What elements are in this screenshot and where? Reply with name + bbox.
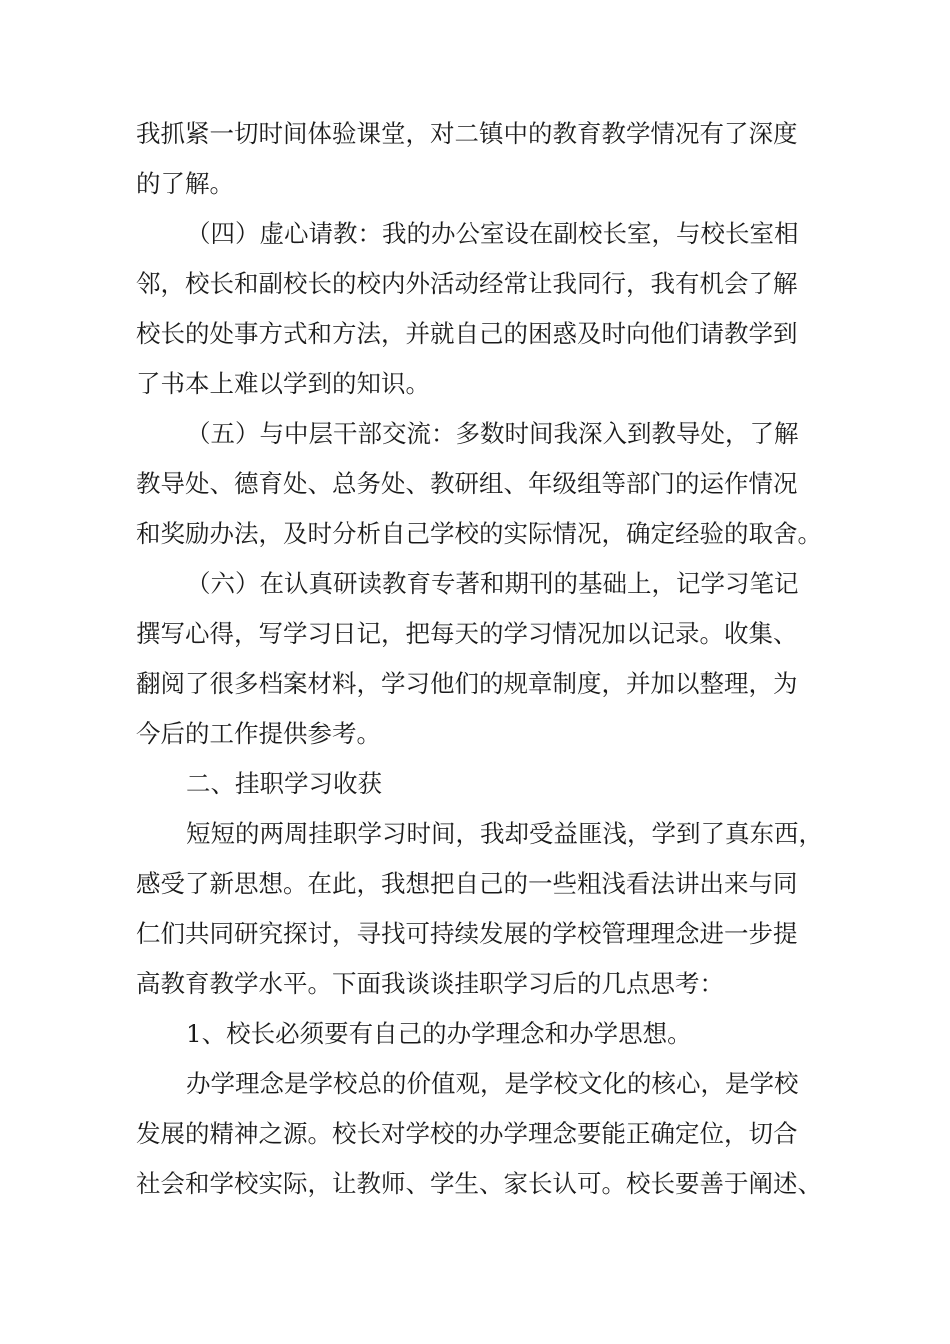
text-line: 仁们共同研究探讨，寻找可持续发展的学校管理理念进一步提 — [136, 919, 798, 948]
text-line: （五）与中层干部交流：多数时间我深入到教导处，了解 — [186, 419, 799, 448]
text-line: 邻，校长和副校长的校内外活动经常让我同行，我有机会了解 — [136, 269, 798, 298]
text-line: （六）在认真研读教育专著和期刊的基础上，记学习笔记 — [186, 569, 799, 598]
text-line: （四）虚心请教：我的办公室设在副校长室，与校长室相 — [186, 219, 799, 248]
text-line: 高教育教学水平。下面我谈谈挂职学习后的几点思考： — [136, 969, 724, 998]
text-line: 教导处、德育处、总务处、教研组、年级组等部门的运作情况 — [136, 469, 798, 498]
text-line: 校长的处事方式和方法，并就自己的困惑及时向他们请教学到 — [136, 319, 798, 348]
subsection-heading: 1、校长必须要有自己的办学理念和办学思想。 — [186, 1019, 692, 1048]
section-heading: 二、挂职学习收获 — [186, 769, 382, 798]
text-line: 今后的工作提供参考。 — [136, 719, 381, 748]
text-line: 办学理念是学校总的价值观，是学校文化的核心，是学校 — [186, 1069, 799, 1098]
text-line: 短短的两周挂职学习时间，我却受益匪浅，学到了真东西， — [186, 819, 823, 848]
text-line: 了书本上难以学到的知识。 — [136, 369, 430, 398]
text-line: 社会和学校实际，让教师、学生、家长认可。校长要善于阐述、 — [136, 1169, 822, 1198]
text-line: 撰写心得，写学习日记，把每天的学习情况加以记录。收集、 — [136, 619, 798, 648]
text-line: 翻阅了很多档案材料，学习他们的规章制度，并加以整理，为 — [136, 669, 798, 698]
text-line: 感受了新思想。在此，我想把自己的一些粗浅看法讲出来与同 — [136, 869, 798, 898]
text-line: 和奖励办法，及时分析自己学校的实际情况，确定经验的取舍。 — [136, 519, 822, 548]
text-line: 我抓紧一切时间体验课堂，对二镇中的教育教学情况有了深度 — [136, 119, 798, 148]
text-line: 发展的精神之源。校长对学校的办学理念要能正确定位，切合 — [136, 1119, 798, 1148]
text-line: 的了解。 — [136, 169, 234, 198]
